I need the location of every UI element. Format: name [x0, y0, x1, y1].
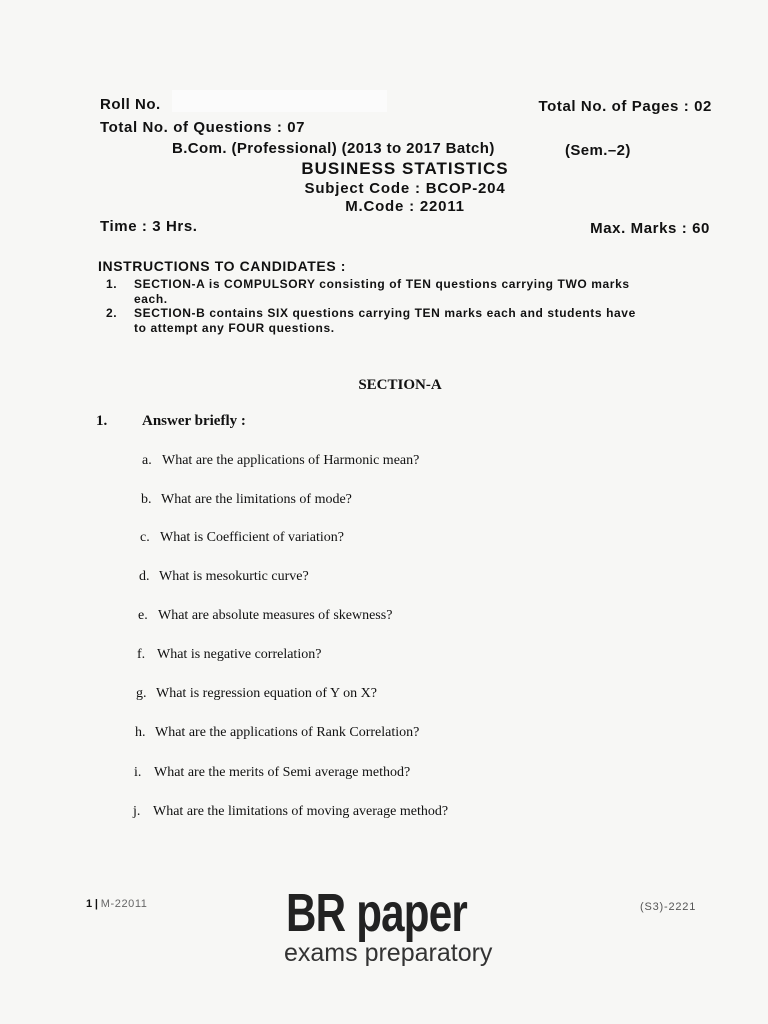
- instruction-line: each.: [134, 292, 168, 306]
- instructions-title: INSTRUCTIONS TO CANDIDATES :: [98, 258, 347, 274]
- instruction-line: SECTION-B contains SIX questions carrying TEN marks each and students have: [134, 306, 636, 320]
- instruction-number: 2.: [106, 306, 118, 320]
- item-label: f.: [137, 647, 146, 662]
- course-title: B.Com. (Professional) (2013 to 2017 Batch): [172, 140, 495, 157]
- page-number: 1: [86, 898, 93, 910]
- roll-number-boxes: [172, 90, 387, 112]
- item-label: g.: [136, 686, 147, 701]
- item-text: What is negative correlation?: [157, 647, 322, 662]
- brand-logo: BR paper: [286, 883, 467, 943]
- item-label: c.: [140, 530, 150, 545]
- item-label: a.: [142, 453, 152, 468]
- item-label: d.: [139, 569, 150, 584]
- item-text: What are the merits of Semi average method?: [154, 765, 411, 780]
- question-item-a: [142, 453, 419, 469]
- m-code: M.Code : 22011: [345, 198, 465, 215]
- item-text: What are absolute measures of skewness?: [158, 608, 393, 623]
- question-item-e: [138, 608, 392, 624]
- item-text: What are the applications of Harmonic mean?: [162, 453, 420, 468]
- question-item-h: [135, 725, 419, 741]
- instruction-number: 1.: [106, 277, 118, 291]
- question-item-c: [140, 530, 344, 546]
- question-number: 1.: [96, 413, 108, 429]
- question-item-f: [137, 647, 321, 663]
- subject-code: Subject Code : BCOP-204: [304, 180, 506, 197]
- subject-title: BUSINESS STATISTICS: [301, 159, 509, 178]
- item-text: What are the applications of Rank Correlation?: [155, 725, 420, 740]
- page-separator: |: [94, 898, 98, 910]
- question-item-b: [141, 492, 352, 508]
- item-text: What is mesokurtic curve?: [159, 569, 309, 584]
- max-marks: Max. Marks : 60: [590, 220, 710, 237]
- item-text: What is regression equation of Y on X?: [156, 686, 377, 701]
- item-text: What are the limitations of moving average method?: [153, 804, 449, 819]
- item-text: What is Coefficient of variation?: [160, 530, 345, 545]
- page-code: M-22011: [100, 898, 148, 910]
- total-questions: Total No. of Questions : 07: [100, 119, 306, 136]
- item-label: e.: [138, 608, 148, 623]
- footer-code: (S3)-2221: [640, 901, 697, 913]
- brand-tagline: exams preparatory: [284, 939, 493, 967]
- item-label: h.: [135, 725, 146, 740]
- question-text: Answer briefly :: [142, 413, 246, 429]
- item-label: i.: [134, 765, 142, 780]
- instruction-item: [134, 277, 630, 307]
- instruction-item: [134, 306, 636, 336]
- roll-number-label: Roll No.: [100, 96, 161, 113]
- item-label: b.: [141, 492, 152, 507]
- question-item-g: [136, 686, 377, 702]
- total-pages: Total No. of Pages : 02: [538, 98, 712, 115]
- item-text: What are the limitations of mode?: [161, 492, 352, 507]
- question-item-j: [133, 804, 448, 820]
- question-item-d: [139, 569, 309, 585]
- instruction-line: to attempt any FOUR questions.: [134, 321, 335, 335]
- time-allowed: Time : 3 Hrs.: [100, 218, 198, 235]
- footer-page-info: [86, 898, 148, 910]
- item-label: j.: [133, 804, 141, 819]
- instruction-line: SECTION-A is COMPULSORY consisting of TEN questions carrying TWO marks: [134, 277, 630, 291]
- question-item-i: [134, 765, 410, 781]
- semester: (Sem.–2): [565, 142, 631, 159]
- section-a-title: SECTION-A: [358, 377, 442, 393]
